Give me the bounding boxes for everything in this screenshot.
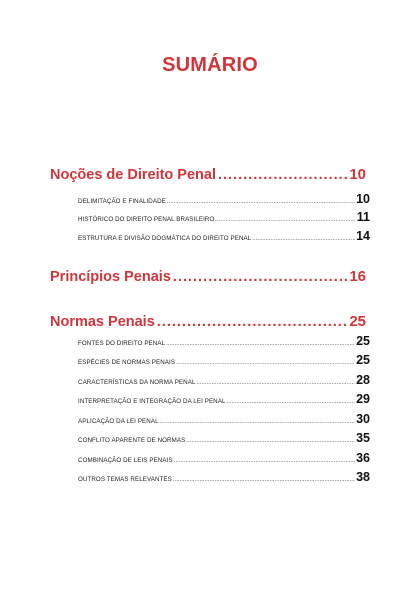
section-page-number: 28 <box>356 373 370 387</box>
dot-leader <box>160 419 355 425</box>
dot-leader <box>215 217 355 223</box>
toc-section[interactable] <box>78 373 370 387</box>
toc-section[interactable] <box>78 470 370 484</box>
dot-leader <box>174 458 355 464</box>
dot-leader <box>186 438 355 444</box>
toc-section[interactable] <box>78 451 370 465</box>
section-page-number: 30 <box>356 412 370 426</box>
dot-leader <box>176 360 355 366</box>
toc-section[interactable] <box>78 353 370 367</box>
dot-leader <box>173 269 347 285</box>
section-title: CONFLITO APARENTE DE NORMAS <box>78 437 186 444</box>
section-title: FONTES DO DIREITO PENAL <box>78 340 166 347</box>
section-page-number: 14 <box>356 229 370 243</box>
section-title: ESTRUTURA E DIVISÃO DOGMÁTICA DO DIREITO PENAL <box>78 235 252 242</box>
section-page-number: 10 <box>356 192 370 206</box>
toc-section[interactable] <box>78 229 370 243</box>
dot-leader <box>167 199 355 205</box>
chapter-page-number: 25 <box>349 313 366 330</box>
section-title: INTERPRETAÇÃO E INTEGRAÇÃO DA LEI PENAL <box>78 398 226 405</box>
chapter-title: Noções de Direito Penal <box>50 167 216 183</box>
chapter-page-number: 16 <box>349 268 366 285</box>
section-title: DELIMITAÇÃO E FINALIDADE <box>78 198 166 205</box>
toc-section[interactable] <box>78 392 370 406</box>
section-title: HISTÓRICO DO DIREITO PENAL BRASILEIRO <box>78 216 215 223</box>
section-title: COMBINAÇÃO DE LEIS PENAIS <box>78 457 173 464</box>
section-page-number: 29 <box>356 392 370 406</box>
dot-leader <box>227 399 356 405</box>
section-page-number: 25 <box>356 334 370 348</box>
section-title: APLICAÇÃO DA LEI PENAL <box>78 418 159 425</box>
toc-section[interactable] <box>78 334 370 348</box>
section-page-number: 36 <box>356 451 370 465</box>
toc-section[interactable] <box>78 210 370 224</box>
page-title: SUMÁRIO <box>162 54 258 76</box>
chapter-page-number: 10 <box>349 166 366 183</box>
section-title: CARACTERÍSTICAS DA NORMA PENAL <box>78 379 196 386</box>
section-title: ESPÉCIES DE NORMAS PENAIS <box>78 359 176 366</box>
toc-chapter-principios[interactable] <box>50 268 366 285</box>
section-page-number: 38 <box>356 470 370 484</box>
dot-leader <box>173 477 355 483</box>
dot-leader <box>157 314 348 330</box>
toc-section[interactable] <box>78 412 370 426</box>
chapter-title: Normas Penais <box>50 314 155 330</box>
toc-chapter-nocoes[interactable] <box>50 166 366 183</box>
toc-chapter-normas[interactable] <box>50 313 366 330</box>
toc-section[interactable] <box>78 192 370 206</box>
section-title: OUTROS TEMAS RELEVANTES <box>78 476 172 483</box>
section-page-number: 11 <box>356 210 370 224</box>
dot-leader <box>252 236 355 242</box>
toc-section[interactable] <box>78 431 370 445</box>
section-page-number: 25 <box>356 353 370 367</box>
dot-leader <box>218 167 347 183</box>
dot-leader <box>197 380 356 386</box>
chapter-title: Princípios Penais <box>50 269 171 285</box>
dot-leader <box>166 341 355 347</box>
section-page-number: 35 <box>356 431 370 445</box>
